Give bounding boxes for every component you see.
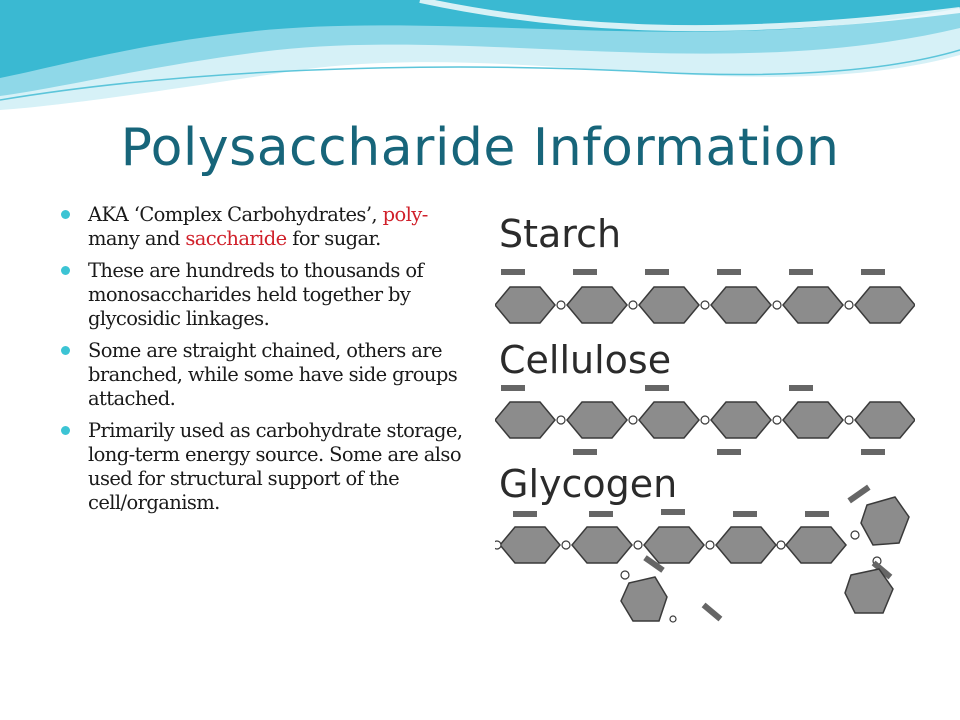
bullet-item: Some are straight chained, others are branched, while some have side groups attached.: [60, 339, 465, 411]
bullet-item: Primarily used as carbohydrate storage, long-term energy source. Some are also used for structural support of the cell/organism.: [60, 419, 465, 515]
highlight-term: saccharide: [185, 227, 287, 250]
bullet-item: These are hundreds to thousands of monosaccharides held together by glycosidic linkages.: [60, 259, 465, 331]
bullet-item: AKA ‘Complex Carbohydrates’, poly- many and saccharide for sugar.: [60, 203, 465, 251]
polysaccharide-diagram: [495, 205, 915, 625]
label-glycogen: Glycogen: [499, 462, 678, 506]
bullet-list: [60, 203, 465, 523]
label-starch: Starch: [499, 212, 622, 256]
slide-title: Polysaccharide Information: [120, 118, 840, 178]
highlight-term: poly-: [382, 203, 428, 226]
header-wave-decoration: [0, 0, 960, 130]
label-cellulose: Cellulose: [499, 338, 672, 382]
